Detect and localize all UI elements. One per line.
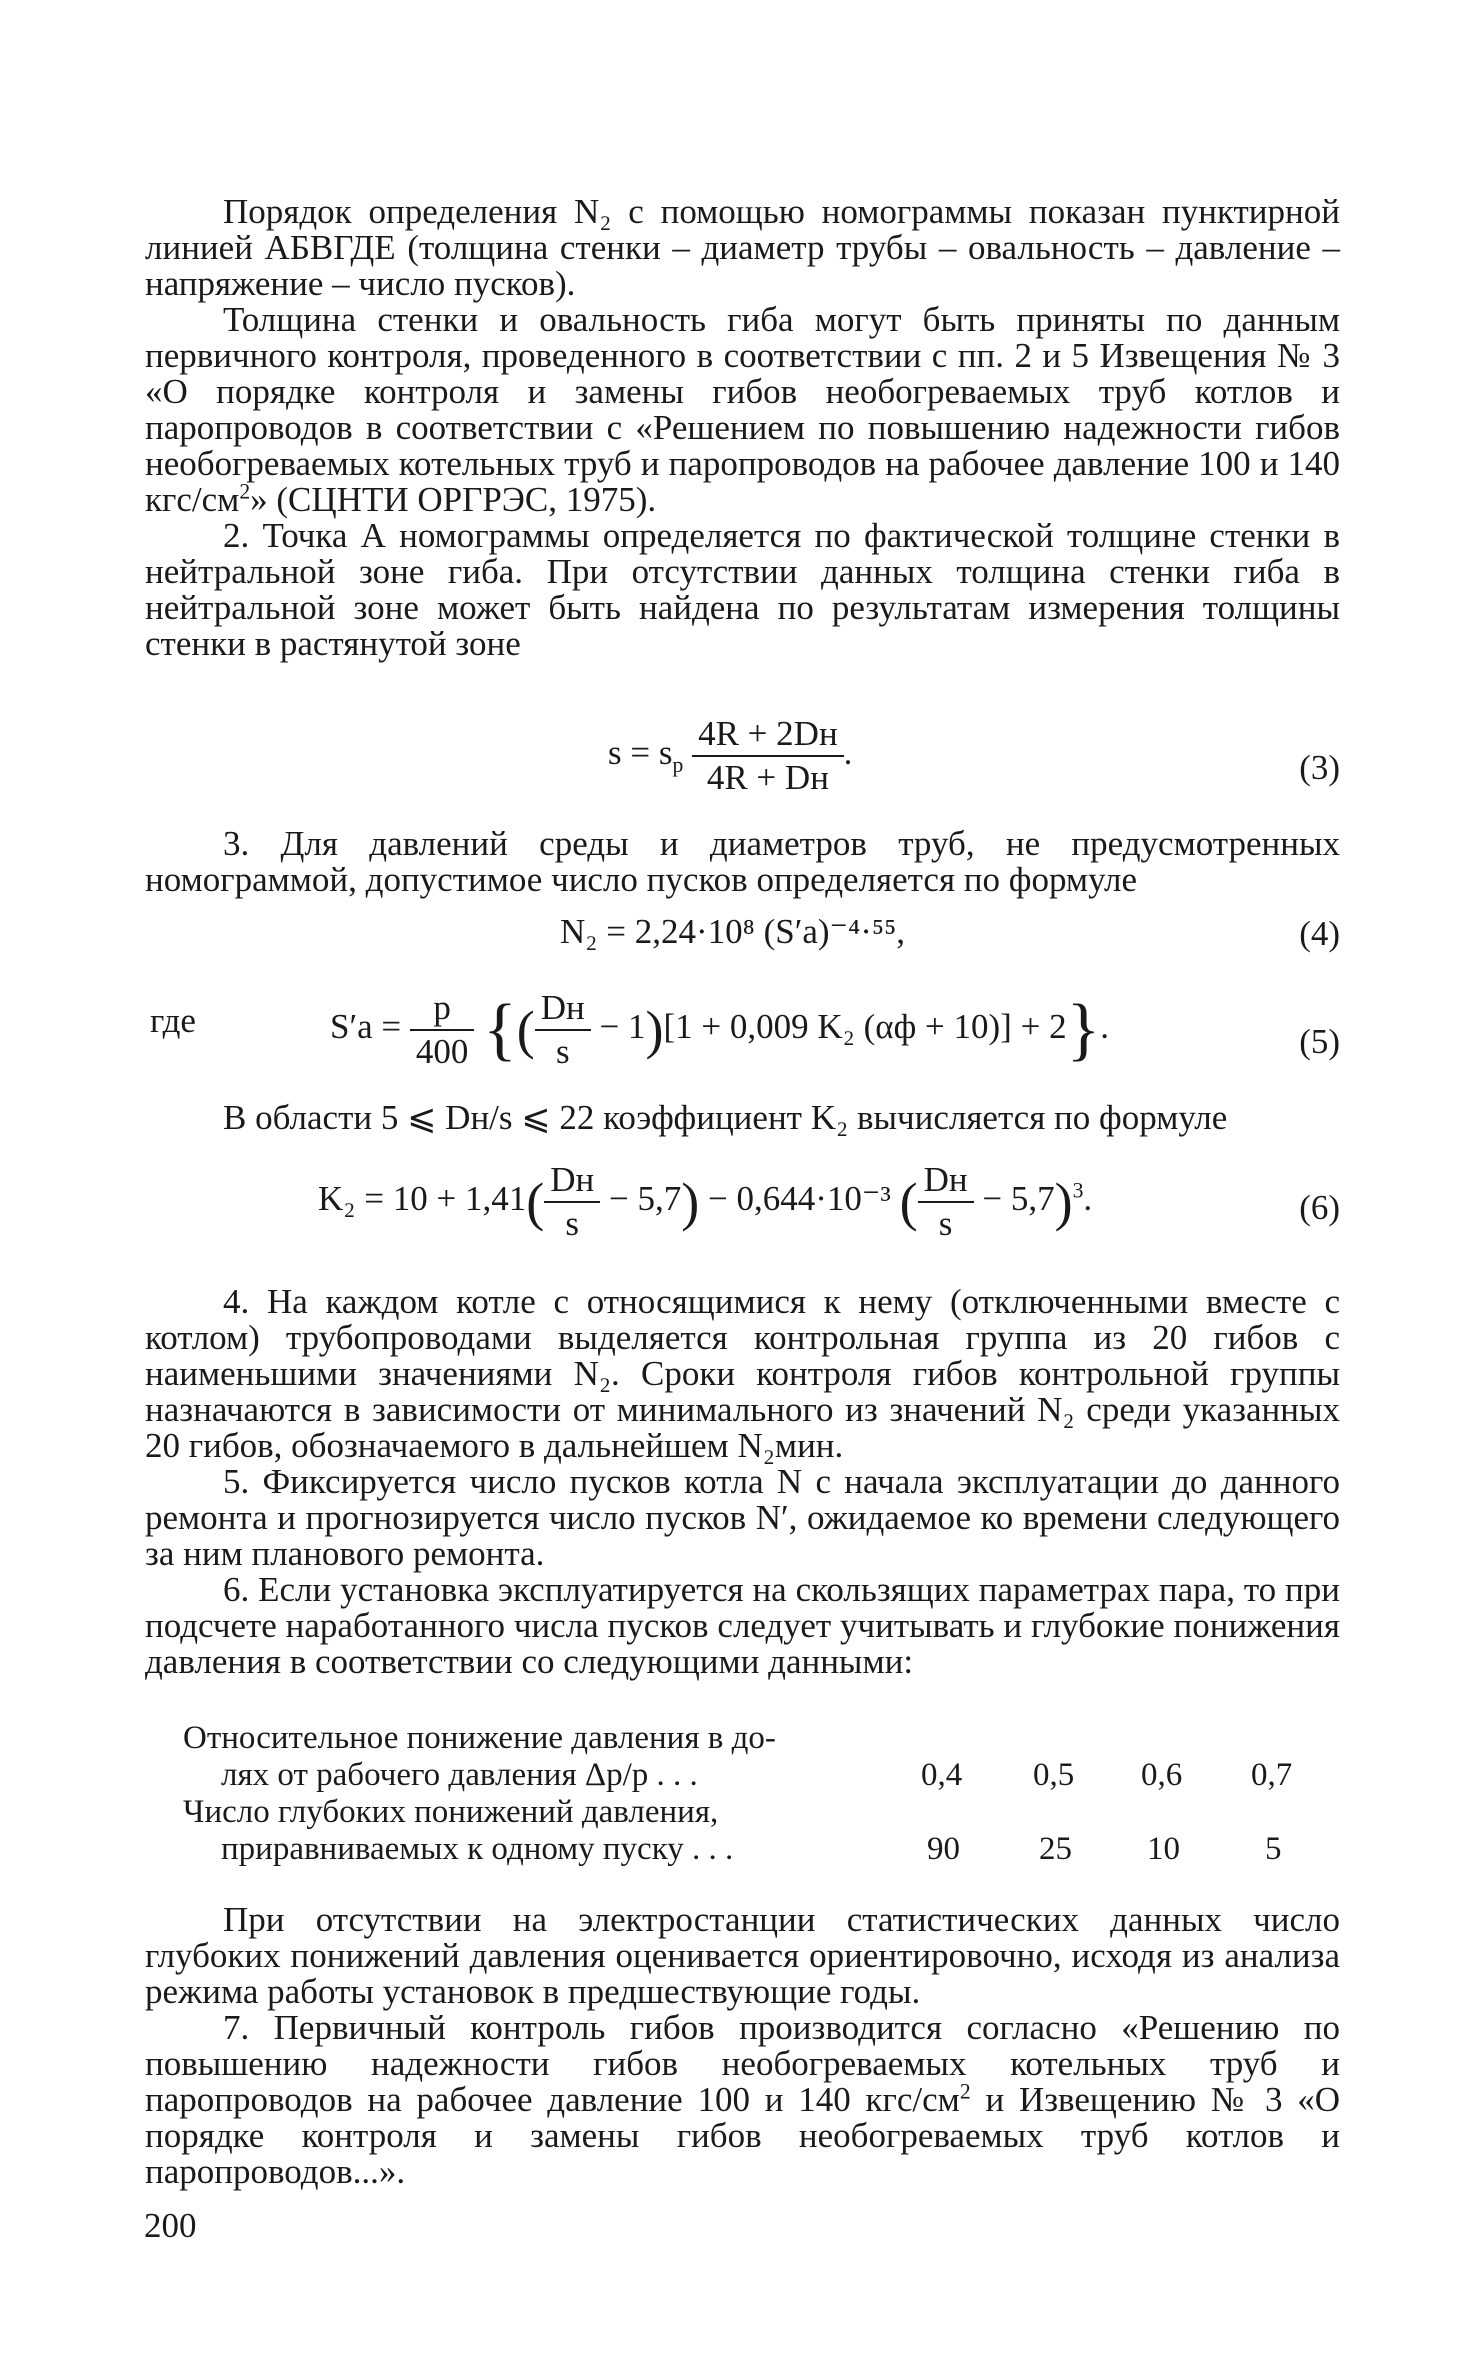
pressure-drop-table — [183, 1720, 1323, 1868]
equation-number-3: (3) — [1299, 748, 1340, 787]
paragraph-nomogram-order: Порядок определения N₂ с помощью номограммы показан пунктирной линией АБВГДЕ (толщина стенки – диаметр трубы – овальность – давление – напряжение – число пусков). — [145, 192, 1340, 303]
paragraph-start-count: 5. Фиксируется число пусков котла N с начала эксплуатации до данного ремонта и прогнозируется число пусков N′, ожидаемое ко времени следующего за ним планового ремонта. — [145, 1462, 1340, 1573]
table-row: Число глубоких понижений давления, — [183, 1794, 719, 1830]
table-cell: 10 — [1147, 1831, 1180, 1867]
paragraph-sliding-params: 6. Если установка эксплуатируется на скользящих параметрах пара, то при подсчете наработанного числа пусков следует учитывать и глубокие понижения давления в соответствии со следующими данными: — [145, 1570, 1340, 1681]
where-label: где — [150, 1001, 196, 1040]
equation-6: K₂ = 10 + 1,41( $\frac{Dн}{s}$ − 5,7) − 0,644·10⁻³ ( $\frac{Dн}{s}$ − 5,7)$^3$. — [318, 1160, 1093, 1243]
equation-number-5: (5) — [1299, 1022, 1340, 1061]
table-row: приравниваемых к одному пуску . . . 90 25 10 5 — [221, 1831, 1282, 1867]
paragraph-pressure-formula: 3. Для давлений среды и диаметров труб, не предусмотренных номограммой, допустимое число пусков определяется по формуле — [145, 824, 1340, 899]
paragraph-primary-control: 7. Первичный контроль гибов производится согласно «Решению по повышению надежности гибов необогреваемых котельных труб и паропроводов на рабочее давление 100 и 140 кгс/$см^2$ и Извещению № 3 «О порядке контроля и замены гибов необогреваемых труб котлов и паропроводов...». — [145, 2008, 1341, 2191]
text-block-middle — [145, 1284, 1340, 1680]
paragraph-point-a: 2. Точка А номограммы определяется по фактической толщине стенки в нейтральной зоне гиба. При отсутствии данных толщина стенки гиба в нейтральной зоне может быть найдена по результатам измерения толщины стенки в растянутой зоне — [145, 516, 1340, 663]
text-block-k2 — [145, 1100, 1340, 1136]
text-block-formula-intro — [145, 826, 1340, 898]
paragraph-statistics: При отсутствии на электростанции статистических данных число глубоких понижений давления оценивается ориентировочно, исходя из анализа режима работы установок в предшествующие годы. — [145, 1900, 1340, 2011]
text-block-top — [145, 194, 1340, 662]
page-number: 200 — [144, 2206, 197, 2245]
table-cell: 5 — [1265, 1831, 1282, 1867]
paragraph-wall-thickness: Толщина стенки и овальность гиба могут быть приняты по данным первичного контроля, проведенного в соответствии с пп. 2 и 5 Извещения № 3 «О порядке контроля и замены гибов необогреваемых труб котлов и паропроводов в соответствии с «Решением по повышению надежности гибов необогреваемых котельных труб и паропроводов на рабочее давление 100 и 140 кгс/$см^2$» (СЦНТИ ОРГРЭС, 1975). — [145, 300, 1340, 519]
paragraph-control-group: 4. На каждом котле с относящимися к нему (отключенными вместе с котлом) трубопроводами выделяется контрольная группа из 20 гибов с наименьшими значениями N₂. Сроки контроля гибов контрольной группы назначаются в зависимости от минимального из значений N₂ среди указанных 20 гибов, обозначаемого в дальнейшем N₂мин. — [145, 1282, 1340, 1465]
fraction-eq3: $\frac{4R + 2Dн}{4R + Dн}$ — [692, 716, 844, 796]
table-cell: 0,6 — [1141, 1757, 1183, 1793]
table-cell: 90 — [927, 1831, 960, 1867]
table-cell: 0,4 — [921, 1757, 963, 1793]
equation-number-6: (6) — [1299, 1188, 1340, 1227]
table-cell: 0,5 — [1033, 1757, 1075, 1793]
equation-5: S′а = $\frac{p}{400}$ {( $\frac{Dн}{s}$ − 1)[1 + 0,009 K₂ (αф + 10)] + 2}. — [330, 988, 1109, 1071]
equation-number-4: (4) — [1299, 914, 1340, 953]
text-block-bottom — [145, 1902, 1340, 2190]
table-row: лях от рабочего давления Δp/p . . . 0,4 0,5 0,6 0,7 — [221, 1757, 1293, 1793]
table-row: Относительное понижение давления в до- — [183, 1720, 776, 1756]
table-cell: 25 — [1039, 1831, 1072, 1867]
paragraph-k2-region: В области 5 ⩽ Dн/s ⩽ 22 коэффициент K₂ вычисляется по формуле — [223, 1098, 1228, 1137]
table-cell: 0,7 — [1251, 1757, 1293, 1793]
equation-3: $s = s_р$ $\frac{4R + 2Dн}{4R + Dн}$ . — [608, 714, 853, 797]
equation-4: N₂ = 2,24·10⁸ (S′а)⁻⁴·⁵⁵, — [560, 912, 906, 951]
